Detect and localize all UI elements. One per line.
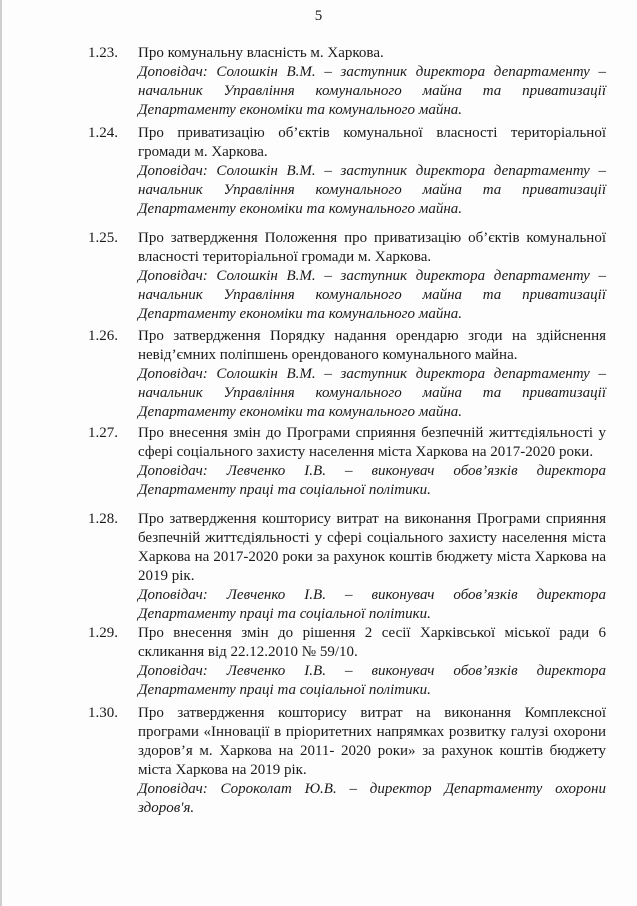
item-speaker: Доповідач: Солошкін В.М. – заступник директора департаменту – начальник Управління комунального майна та приватизації Департаменту економіки та комунального майна.	[138, 366, 606, 420]
item-title: Про затвердження Положення про приватизацію об’єктів комунальної власності територіальної громади м. Харкова.	[138, 230, 606, 265]
item-number: 1.28.	[88, 511, 118, 527]
item-title: Про приватизацію об’єктів комунальної власності територіальної громади м. Харкова.	[138, 125, 606, 160]
item-number: 1.27.	[88, 425, 118, 441]
item-number: 1.26.	[88, 328, 118, 344]
item-speaker: Доповідач: Сороколат Ю.В. – директор Департаменту охорони здоров'я.	[138, 781, 606, 816]
item-body	[138, 510, 606, 624]
item-title: Про затвердження кошторису витрат на виконання Програми сприяння безпечній життєдіяльності у сфері соціального захисту населення міста Харкова на 2017-2020 роки за рахунок коштів бюджету міста Харкова на 2019 рік.	[138, 511, 606, 584]
item-title: Про комунальну власність м. Харкова.	[138, 45, 384, 61]
page-number: 5	[314, 8, 323, 24]
item-title: Про затвердження Порядку надання орендарю згоди на здійснення невід’ємних поліпшень орендованого комунального майна.	[138, 328, 606, 363]
item-number: 1.25.	[88, 230, 118, 246]
item-speaker: Доповідач: Солошкін В.М. – заступник директора департаменту – начальник Управління комунального майна та приватизації Департаменту економіки та комунального майна.	[138, 64, 606, 118]
item-body	[138, 229, 606, 324]
item-number: 1.30.	[88, 705, 118, 721]
item-body	[138, 327, 606, 422]
item-body	[138, 704, 606, 818]
item-speaker: Доповідач: Левченко І.В. – виконувач обов’язків директора Департаменту праці та соціальної політики.	[138, 587, 606, 622]
item-title: Про внесення змін до рішення 2 сесії Харківської міської ради 6 скликання від 22.12.2010 № 59/10.	[138, 625, 606, 660]
scan-edge	[0, 0, 2, 906]
item-speaker: Доповідач: Левченко І.В. – виконувач обов’язків директора Департаменту праці та соціальної політики.	[138, 663, 606, 698]
item-body	[138, 624, 606, 700]
item-title: Про внесення змін до Програми сприяння безпечній життєдіяльності у сфері соціального захисту населення міста Харкова на 2017-2020 роки.	[138, 425, 606, 460]
item-body	[138, 424, 606, 500]
item-speaker: Доповідач: Солошкін В.М. – заступник директора департаменту – начальник Управління комунального майна та приватизації Департаменту економіки та комунального майна.	[138, 163, 606, 217]
item-body	[138, 124, 606, 219]
item-number: 1.24.	[88, 125, 118, 141]
item-number: 1.29.	[88, 625, 118, 641]
item-speaker: Доповідач: Солошкін В.М. – заступник директора департаменту – начальник Управління комунального майна та приватизації Департаменту економіки та комунального майна.	[138, 268, 606, 322]
item-body	[138, 44, 606, 120]
item-title: Про затвердження кошторису витрат на виконання Комплексної програми «Інновації в пріоритетних напрямках розвитку галузі охорони здоров’я м. Харкова на 2011- 2020 роки» за рахунок коштів бюджету міста Харкова на 2019 рік.	[138, 705, 606, 778]
item-speaker: Доповідач: Левченко І.В. – виконувач обов’язків директора Департаменту праці та соціальної політики.	[138, 463, 606, 498]
item-number: 1.23.	[88, 45, 118, 61]
